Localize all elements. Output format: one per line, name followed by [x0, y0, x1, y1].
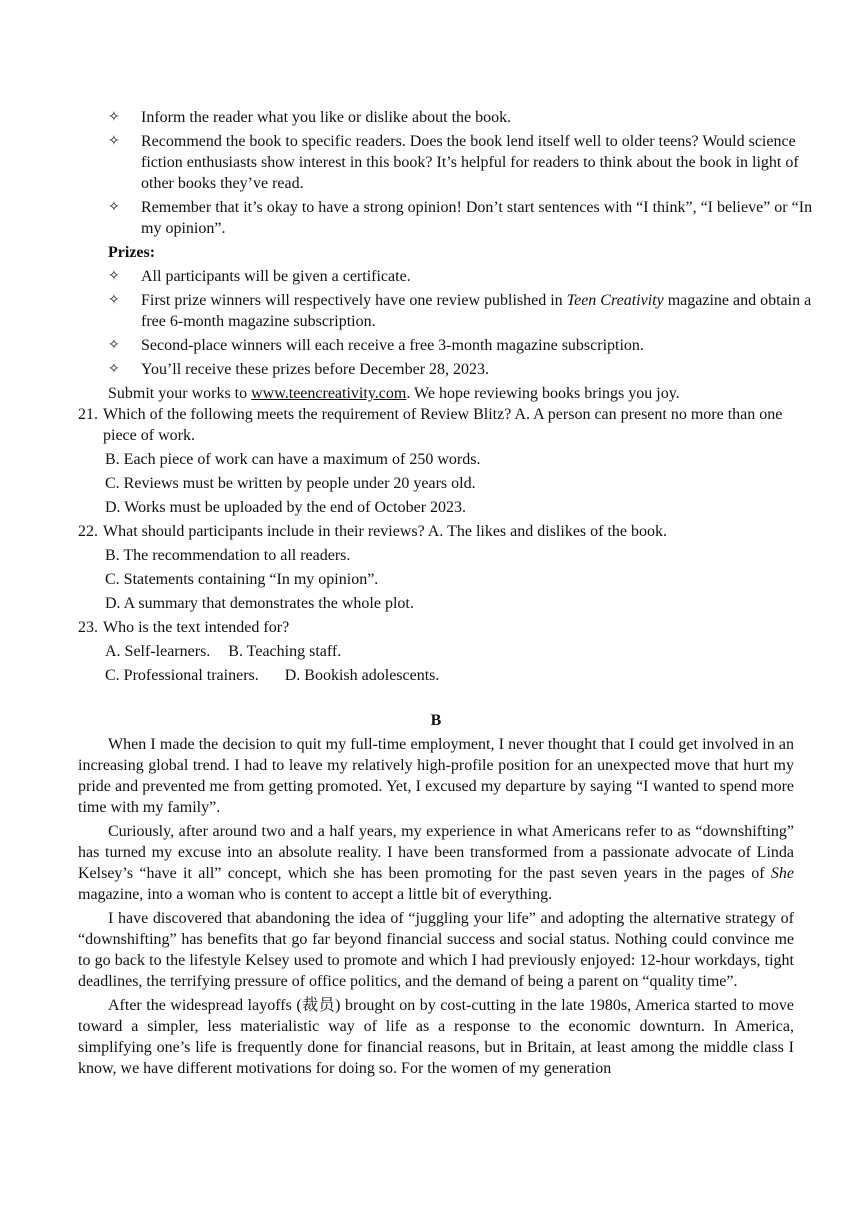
diamond-bullet-icon: ✧ — [108, 133, 120, 149]
diamond-bullet-icon: ✧ — [108, 268, 120, 284]
question-23 — [78, 617, 828, 638]
paragraph: When I made the decision to quit my full-time employment, I never thought that I could get involved in an increasing global trend. I had to leave my relatively high-profile position for an unexpected move that hurt my pride and prevented me from getting promoted. Yet, I excused my departure by saying “I wanted to spend more time with my family”. — [78, 736, 794, 816]
diamond-bullet-icon: ✧ — [108, 109, 120, 125]
paragraph: I have discovered that abandoning the idea of “juggling your life” and adopting the alternative strategy of “downshifting” has benefits that go far beyond financial success and social status. Nothing could convince me to go back to the lifestyle Kelsey used to promote and which I had previously enjoyed: 12-hour workdays, tight deadlines, the terrifying pressure of office politics, and the demand of being a parent on “quality time”. — [78, 910, 794, 990]
magazine-title: She — [770, 865, 794, 882]
answer-option-row — [78, 641, 828, 662]
prize-text: All participants will be given a certificate. — [141, 268, 411, 285]
paragraph: After the widespread layoffs (裁员) brought on by cost-cutting in the late 1980s, America started to move toward a simpler, less materialistic way of life as a response to the economic downturn. In America, simplifying one’s life is frequently done for financial reasons, but in Britain, at least among the middle class I know, we have different motivations for doing so. For the women of my generation — [78, 997, 794, 1077]
answer-option: D. Works must be uploaded by the end of October 2023. — [105, 499, 467, 516]
answer-option: A. Self-learners. — [105, 643, 211, 660]
submit-line: Submit your works to www.teencreativity.com. We hope reviewing books brings you joy. — [108, 385, 680, 402]
magazine-title: Teen Creativity — [566, 292, 664, 309]
tip-item — [108, 107, 828, 128]
tip-text: Remember that it’s okay to have a strong opinion! Don’t start sentences with “I think”, “I believe” or “In my opinion”. — [141, 199, 813, 237]
prize-item — [108, 359, 828, 380]
tip-item — [108, 197, 828, 239]
question-number: 23. — [78, 619, 98, 636]
prize-text: You’ll receive these prizes before December 28, 2023. — [141, 361, 490, 378]
questions-block — [78, 404, 828, 689]
answer-option: C. Reviews must be written by people under 20 years old. — [105, 475, 476, 492]
diamond-bullet-icon: ✧ — [108, 337, 120, 353]
answer-option: B. Each piece of work can have a maximum of 250 words. — [105, 451, 481, 468]
question-number: 22. — [78, 523, 98, 540]
prize-item — [108, 266, 828, 287]
question-21 — [78, 404, 828, 446]
answer-option: B. Teaching staff. — [228, 643, 342, 660]
prize-text: First prize winners will respectively have one review published in Teen Creativity magazine and obtain a free 6-month magazine subscription. — [141, 292, 812, 330]
answer-option: D. A summary that demonstrates the whole plot. — [105, 595, 414, 612]
answer-option: C. Professional trainers. — [105, 667, 259, 684]
answer-option-row — [78, 665, 828, 686]
tip-text: Inform the reader what you like or dislike about the book. — [141, 109, 512, 126]
section-title: B — [430, 712, 442, 729]
tip-item — [108, 131, 828, 194]
review-tips — [108, 107, 828, 404]
prize-text: Second-place winners will each receive a free 3-month magazine subscription. — [141, 337, 644, 354]
diamond-bullet-icon: ✧ — [108, 199, 120, 215]
prizes-heading: Prizes: — [108, 244, 156, 261]
question-text: Who is the text intended for? — [103, 619, 290, 636]
answer-option: B. The recommendation to all readers. — [105, 547, 351, 564]
submission-link[interactable]: www.teencreativity.com — [251, 385, 407, 402]
tip-text: Recommend the book to specific readers. Does the book lend itself well to older teens? Would science fiction enthusiasts show interest in this book? It’s helpful for readers to think about the book in light of other books they’ve read. — [141, 133, 799, 192]
diamond-bullet-icon: ✧ — [108, 292, 120, 308]
question-number: 21. — [78, 406, 98, 423]
passage-b — [78, 710, 794, 1082]
question-22 — [78, 521, 828, 542]
paragraph: Curiously, after around two and a half years, my experience in what Americans refer to as “downshifting” has turned my excuse into an absolute reality. I have been transformed from a passionate advocate of Linda Kelsey’s “have it all” concept, which she has been promoting for the past seven years in the pages of She magazine, into a woman who is content to accept a little bit of everything. — [78, 823, 794, 903]
answer-option: D. Bookish adolescents. — [284, 667, 440, 684]
question-text: What should participants include in their reviews? A. The likes and dislikes of the book. — [103, 523, 668, 540]
prize-item — [108, 335, 828, 356]
diamond-bullet-icon: ✧ — [108, 361, 120, 377]
question-text: Which of the following meets the requirement of Review Blitz? A. A person can present no more than one piece of work. — [103, 406, 783, 444]
prize-item — [108, 290, 828, 332]
answer-option: C. Statements containing “In my opinion”. — [105, 571, 379, 588]
